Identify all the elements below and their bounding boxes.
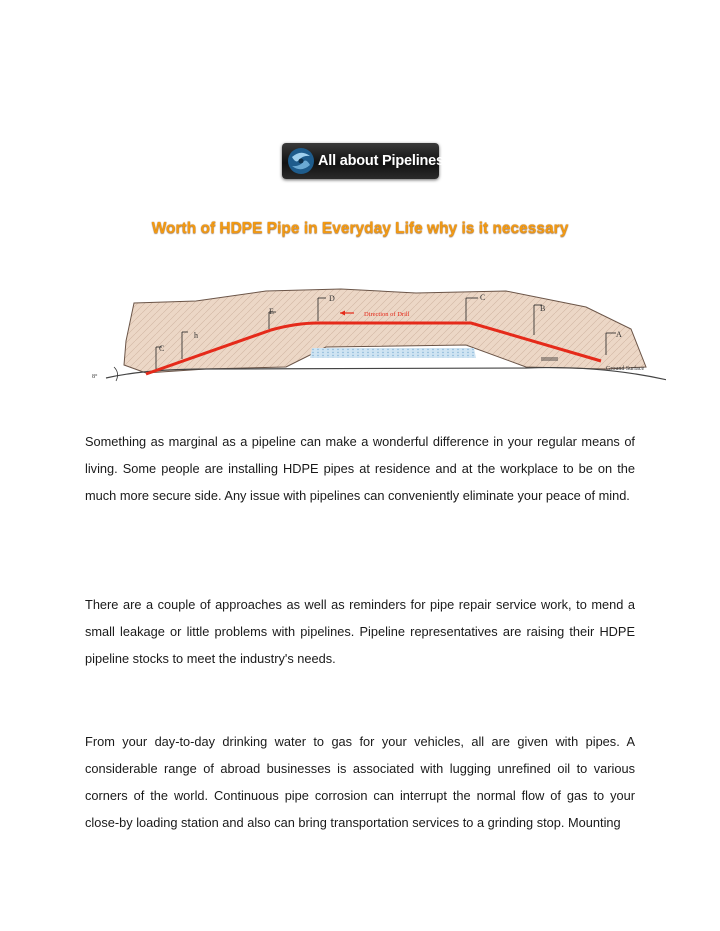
paragraph-1: Something as marginal as a pipeline can make a wonderful difference in your regular means of living. Some people are installing HDPE pipes at residence and at the workplace to be on the much more secure side. Any issue with pipelines can conveniently eliminate your peace of mind. [85,434,635,503]
label-ground-surface: Ground Surface [606,366,645,372]
logo-text: All about Pipelines [318,153,444,169]
label-direction: Direction of Drill [364,311,410,318]
ground-surface-line [106,368,666,382]
label-a: A [616,330,622,339]
paragraph-2: There are a couple of approaches as well as reminders for pipe repair service work, to mend a small leakage or little problems with pipelines. Pipeline representatives are raising their HDPE pipeline stocks to meet the industry's needs. [85,597,635,666]
label-e: E [269,307,274,316]
page-title: Worth of HDPE Pipe in Everyday Life why is it necessary [151,220,569,237]
label-d: D [329,294,335,303]
label-c-left: C [159,344,165,353]
water-band [310,348,476,358]
label-b: B [540,304,546,313]
site-logo [282,143,444,179]
label-left-marker: 8° [92,374,98,380]
label-c-right: C [480,293,486,302]
pipeline-logo-icon [286,146,316,176]
hdd-pipeline-diagram [86,285,666,400]
soil-region [124,289,646,373]
paragraph-3: From your day-to-day drinking water to gas for your vehicles, all are given with pipes. A considerable range of abroad businesses is associated with lugging unrefined oil to various corners of the world. Continuous pipe corrosion can interrupt the normal flow of gas to your close-by loading station and also can bring transportation services to a grinding stop. Mounting [85,734,635,830]
label-h: h [194,331,198,340]
